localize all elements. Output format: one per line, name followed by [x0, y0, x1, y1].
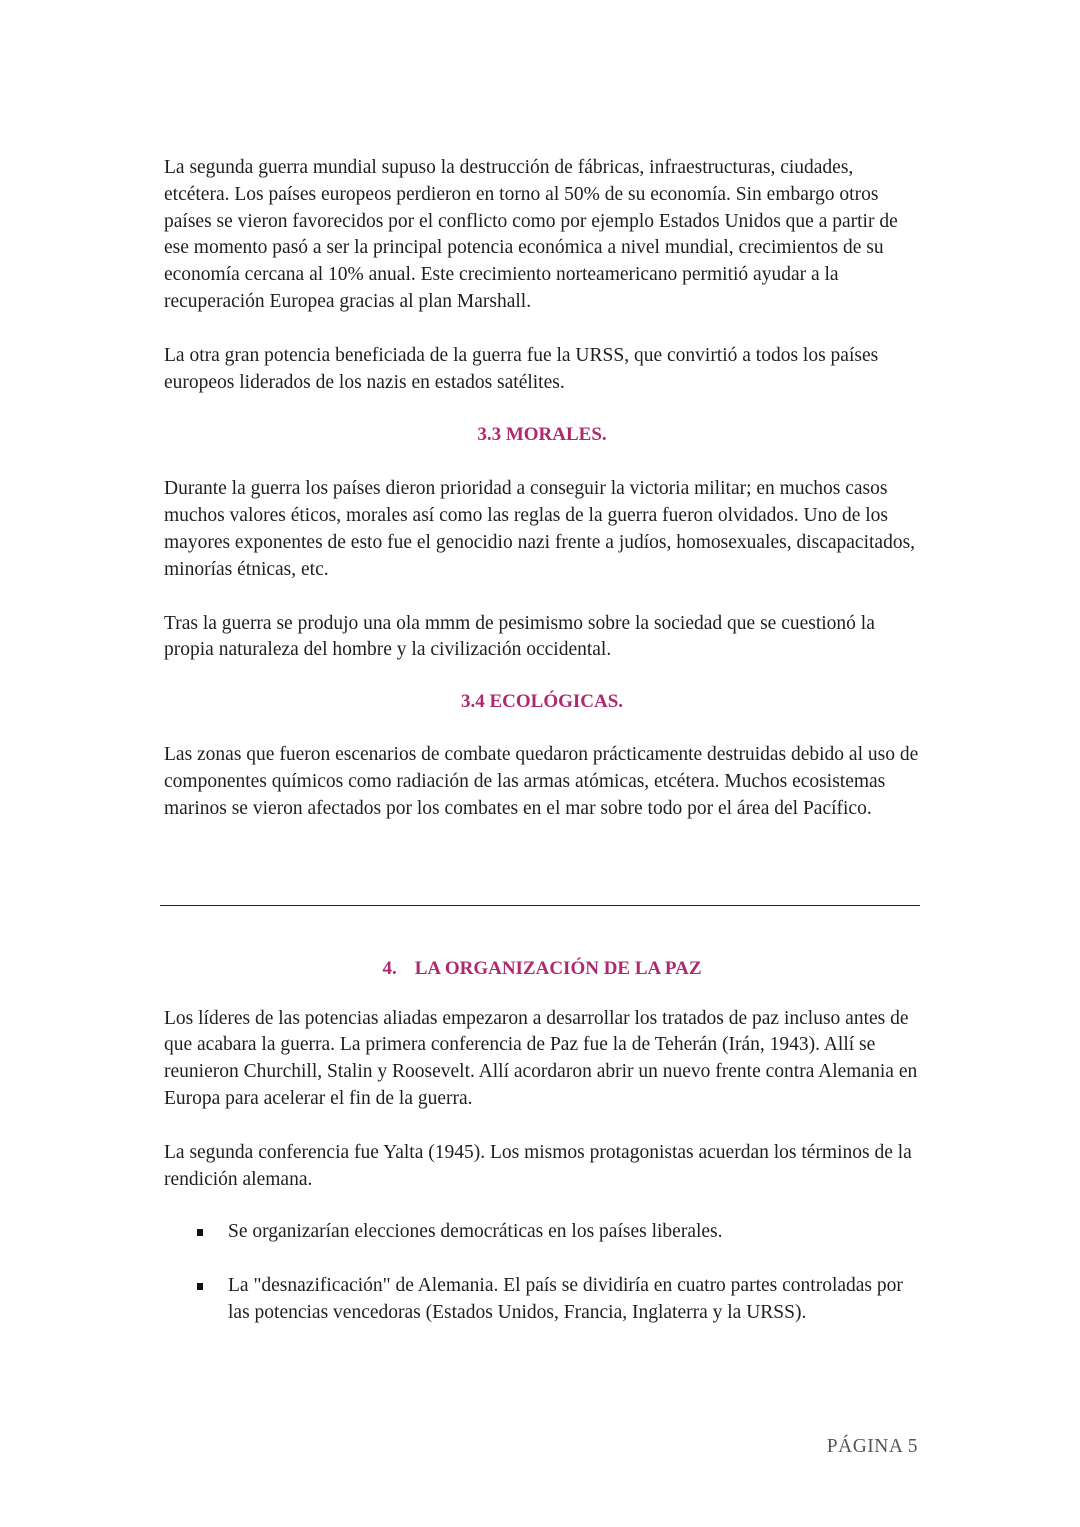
paragraph-urss-power: La otra gran potencia beneficiada de la guerra fue la URSS, que convirtió a todos los países europeos liderados de los nazis en estados satélites.	[164, 344, 879, 393]
yalta-agreements-list	[164, 1219, 920, 1326]
paragraph-yalta: La segunda conferencia fue Yalta (1945). Los mismos protagonistas acuerdan los términos de la rendición alemana.	[164, 1141, 912, 1190]
paragraph-ecological-damage: Las zonas que fueron escenarios de combate quedaron prácticamente destruidas debido al uso de componentes químicos como radiación de las armas atómicas, etcétera. Muchos ecosistemas marinos se vieron afectados por los combates en el mar sobre todo por el área del Pacífico.	[164, 744, 919, 819]
section-number: 4.	[382, 957, 397, 979]
document-page	[164, 155, 920, 1327]
section-heading-ecologicas: 3.4 ECOLÓGICAS.	[460, 691, 624, 713]
section-title: LA ORGANIZACIÓN DE LA PAZ	[414, 957, 702, 979]
list-item-text: Se organizarían elecciones democráticas en los países liberales.	[228, 1221, 723, 1243]
list-item	[164, 1219, 920, 1246]
horizontal-divider	[160, 905, 920, 906]
list-item-text: La "desnazificación" de Alemania. El país se dividiría en cuatro partes controladas por las potencias vencedoras (Estados Unidos, Francia, Inglaterra y la URSS).	[228, 1275, 903, 1323]
section-heading-morales: 3.3 MORALES.	[477, 424, 607, 446]
paragraph-war-ethics: Durante la guerra los países dieron prioridad a conseguir la victoria militar; en muchos casos muchos valores éticos, morales así como las reglas de la guerra fueron olvidados. Uno de los mayores exponentes de esto fue el genocidio nazi frente a judíos, homosexuales, discapacitados, minorías étnicas, etc.	[164, 478, 916, 580]
list-item	[164, 1273, 920, 1327]
paragraph-peace-treaties: Los líderes de las potencias aliadas empezaron a desarrollar los tratados de paz incluso antes de que acabara la guerra. La primera conferencia de Paz fue la de Teherán (Irán, 1943). Allí se reunieron Churchill, Stalin y Roosevelt. Allí acordaron abrir un nuevo frente contra Alemania en Europa para acelerar el fin de la guerra.	[164, 1007, 918, 1109]
paragraph-pessimism: Tras la guerra se produjo una ola mmm de pesimismo sobre la sociedad que se cuestionó la propia naturaleza del hombre y la civilización occidental.	[164, 612, 875, 661]
page-number: PÁGINA 5	[826, 1436, 918, 1457]
square-bullet-icon	[197, 1283, 203, 1290]
paragraph-economic-destruction: La segunda guerra mundial supuso la destrucción de fábricas, infraestructuras, ciudades, etcétera. Los países europeos perdieron en torno al 50% de su economía. Sin embargo otros países se vieron favorecidos por el conflicto como por ejemplo Estados Unidos que a partir de ese momento pasó a ser la principal potencia económica a nivel mundial, crecimientos de su economía cercana al 10% anual. Este crecimiento norteamericano permitió ayudar a la recuperación Europea gracias al plan Marshall.	[164, 157, 898, 312]
section-heading-organizacion-paz	[164, 956, 920, 982]
square-bullet-icon	[197, 1229, 203, 1236]
